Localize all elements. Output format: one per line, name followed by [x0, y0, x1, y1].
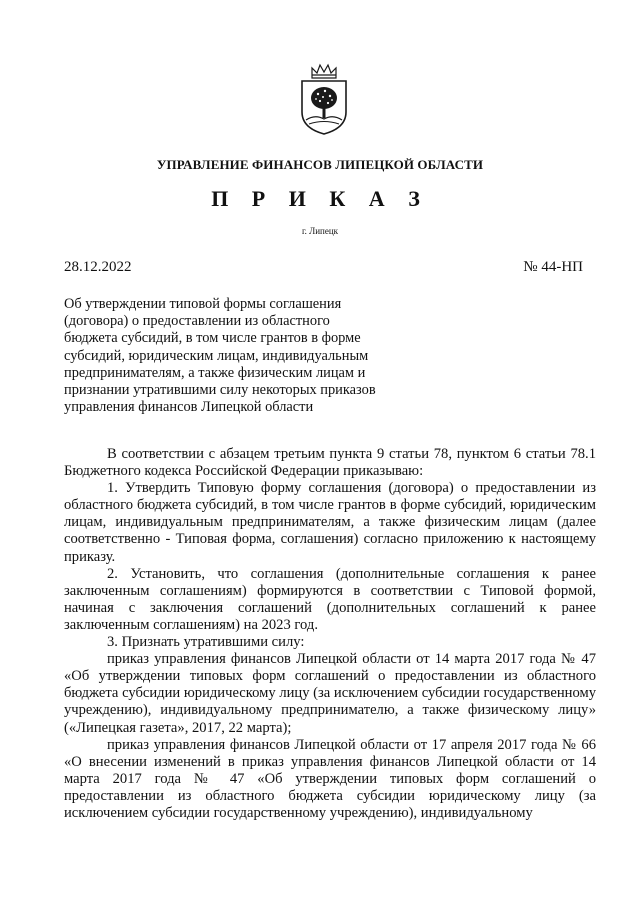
subject-line: признании утратившими силу некоторых приказов — [64, 382, 376, 399]
subject-line: субсидий, юридическим лицам, индивидуальным — [64, 347, 369, 364]
body-paragraph: 2. Установить, что соглашения (дополнительные соглашения к ранее заключенным соглашениям) формируются в соответствии с Типовой формой, начиная с заключения соглашений (дополнительных соглашений к ранее заключенным соглашениям) на 2023 год. — [64, 565, 596, 633]
organization-name: УПРАВЛЕНИЕ ФИНАНСОВ ЛИПЕЦКОЙ ОБЛАСТИ — [156, 157, 484, 172]
document-number: № 44-НП — [523, 259, 583, 275]
body-paragraph: приказ управления финансов Липецкой области от 14 марта 2017 года № 47 «Об утверждении типовых форм соглашений о предоставлении из областного бюджета субсидии юридическому лицу (за исключением субсидии государственному учреждению), индивидуальному предпринимателю, а также физическому лицу» («Липецкая газета», 2017, 22 марта); — [64, 651, 596, 736]
coat-of-arms-icon — [298, 62, 350, 136]
city-label: г. Липецк — [301, 226, 339, 236]
body-paragraph: 3. Признать утратившими силу: — [107, 634, 305, 651]
subject-line: (договора) о предоставлении из областного — [64, 313, 330, 330]
subject-line: предпринимателям, а также физическим лицам и — [64, 364, 366, 381]
document-body — [64, 446, 596, 822]
subject-line: бюджета субсидий, в том числе грантов в форме — [64, 330, 361, 347]
document-date: 28.12.2022 — [64, 259, 132, 275]
document-type-title: П Р И К А З — [211, 186, 429, 211]
body-paragraph: В соответствии с абзацем третьим пункта 9 статьи 78, пунктом 6 статьи 78.1 Бюджетного кодекса Российской Федерации приказываю: — [64, 446, 596, 480]
body-paragraph: приказ управления финансов Липецкой области от 17 апреля 2017 года № 66 «О внесении изменений в приказ управления финансов Липецкой области от 14 марта 2017 года № 47 «Об утверждении типовых форм соглашений о предоставлении из областного бюджета субсидии юридическому лицу (за исключением субсидии государственному учреждению), индивидуальному — [64, 736, 596, 821]
document-subject — [64, 296, 394, 416]
body-paragraph: 1. Утвердить Типовую форму соглашения (договора) о предоставлении из областного бюджета субсидий, в том числе грантов в форме субсидий, юридическим лицам, индивидуальным предпринимателям, а также физическим лицам (далее соответственно - Типовая форма, соглашения) согласно приложению к настоящему приказу. — [64, 480, 596, 565]
subject-line: Об утверждении типовой формы соглашения — [64, 296, 342, 312]
subject-line: управления финансов Липецкой области — [64, 399, 314, 416]
